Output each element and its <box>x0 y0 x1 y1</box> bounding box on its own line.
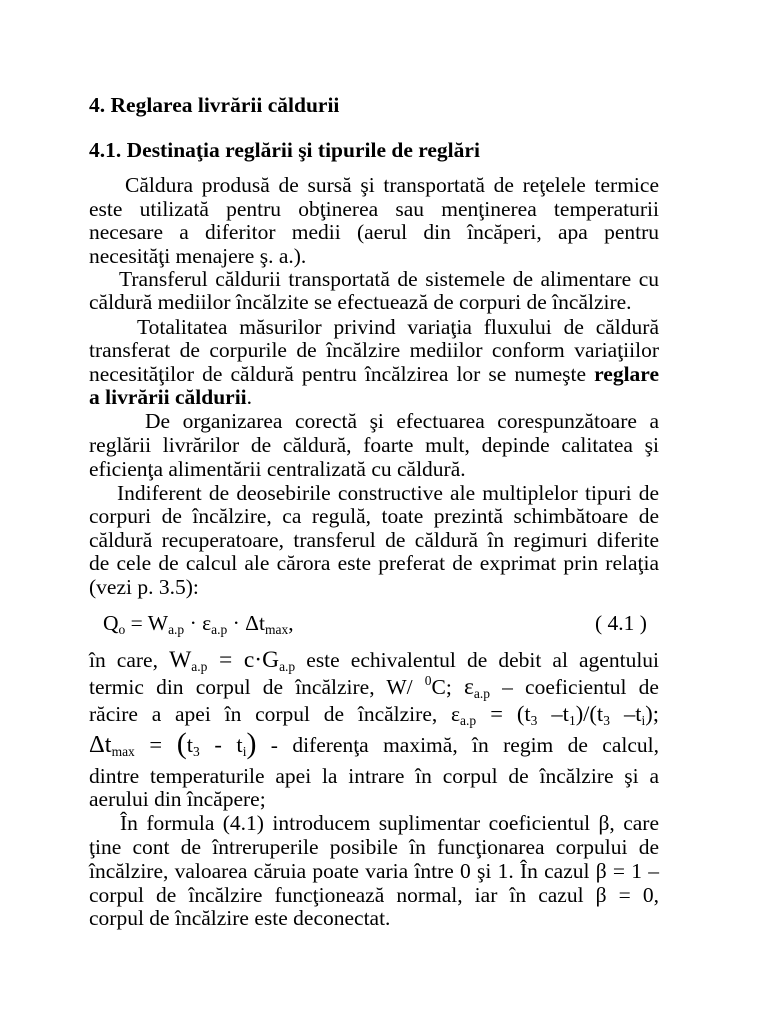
formula-superscript: 0 <box>424 673 432 688</box>
equation-subscript: max <box>264 622 289 637</box>
formula-symbol: ); <box>645 701 659 726</box>
text-segment: răcire a apei în corpul de încălzire, ε <box>89 702 461 726</box>
formula-subscript: i <box>242 744 247 759</box>
equation-symbol: Q <box>103 611 119 635</box>
text-segment: . <box>246 385 253 409</box>
text-line: necesare a diferitor medii (aerul din încăperi, apa pentru <box>89 220 659 244</box>
formula-subscript: max <box>111 744 135 759</box>
section-heading: 4. Reglarea livrării căldurii <box>89 93 340 117</box>
text-line <box>89 702 659 726</box>
text-line: transferat de corpurile de încălzire mediilor conform variaţiilor <box>89 338 659 362</box>
formula-subscript: 3 <box>192 744 200 759</box>
text-line: reglării livrărilor de căldură, foarte mult, depinde calitatea şi <box>89 433 659 457</box>
text-line <box>89 362 659 386</box>
text-line: Transferul căldurii transportată de sistemele de alimentare cu <box>119 267 659 291</box>
text-segment: C; <box>431 675 464 699</box>
equation-subscript: a.p <box>211 622 228 637</box>
equation-symbol: = W <box>125 611 169 635</box>
text-line: Indiferent de deosebirile constructive ale multiplelor tipuri de <box>117 481 659 505</box>
formula-subscript: a.p <box>460 713 477 728</box>
formula-symbol: Δt <box>89 731 112 758</box>
equation-symbol: · Δt <box>227 611 265 635</box>
text-line: aerului din încăpere; <box>89 787 266 811</box>
text-line <box>89 727 659 760</box>
text-line: (vezi p. 3.5): <box>89 575 199 599</box>
formula-symbol: = (t <box>476 701 531 726</box>
formula-symbol: )/(t <box>575 701 604 726</box>
text-line: este utilizată pentru obţinerea sau menţinerea temperaturii <box>89 197 659 221</box>
formula-symbol: = <box>134 732 177 757</box>
text-line: corpul de încălzire funcţionează normal, iar în cazul β = 0, <box>89 883 659 907</box>
text-segment: în care, <box>89 648 170 672</box>
text-line <box>89 675 659 699</box>
formula-subscript: a.p <box>473 686 490 701</box>
text-line: corpul de încălzire este deconectat. <box>89 906 391 930</box>
formula-symbol: ε <box>464 674 474 700</box>
formula-symbol: t <box>186 732 193 757</box>
text-segment: - diferenţa maximă, în regim de calcul, <box>256 733 659 757</box>
formula-subscript: a.p <box>191 659 208 674</box>
text-segment: – coeficientul de <box>490 675 659 699</box>
text-line: încălzire, valoarea căruia poate varia între 0 şi 1. În cazul β = 1 – <box>89 859 659 883</box>
text-line <box>89 385 659 409</box>
formula-parenthesis: ) <box>246 727 257 760</box>
text-line: necesităţi menajere ş. a.). <box>89 244 307 268</box>
equation-subscript: a.p <box>168 622 185 637</box>
equation-symbol: , <box>288 611 294 635</box>
text-line: eficienţa alimentării centralizată cu căldură. <box>89 457 466 481</box>
text-segment: termic din corpul de încălzire, W/ <box>89 675 425 699</box>
bold-term: a livrării căldurii <box>89 385 247 409</box>
bold-term: reglare <box>594 362 659 386</box>
text-line: căldură recuperatoare, transferul de căldură în regimuri diferite <box>89 528 659 552</box>
formula-subscript: 3 <box>603 713 610 728</box>
formula-symbol: - t <box>199 732 243 757</box>
text-segment: este echivalentul de debit al agentului <box>295 648 660 672</box>
formula-subscript: 1 <box>568 713 576 728</box>
text-segment: necesităţilor de căldură pentru încălzirea lor se numeşte <box>89 362 595 386</box>
text-line: dintre temperaturile apei la intrare în corpul de încălzire şi a <box>89 764 659 788</box>
formula-symbol: = c·G <box>207 647 280 673</box>
formula-subscript: i <box>641 713 646 728</box>
equation-symbol: · ε <box>184 611 212 635</box>
equation-number: ( 4.1 ) <box>595 611 647 635</box>
formula-symbol: W <box>169 647 192 673</box>
text-line: Căldura produsă de sursă şi transportată de reţelele termice <box>125 173 659 197</box>
formula-symbol: –t <box>609 701 642 726</box>
text-line <box>89 648 659 672</box>
formula-symbol: –t <box>537 701 569 726</box>
equation-subscript: o <box>118 622 126 637</box>
text-line: căldură mediilor încălzite se efectuează de corpuri de încălzire. <box>89 290 632 314</box>
text-line: ţine cont de întreruperile posibile în funcţionarea corpului de <box>89 835 659 859</box>
text-line: Totalitatea măsurilor privind variaţia fluxului de căldură <box>137 315 659 339</box>
formula-subscript: a.p <box>279 659 296 674</box>
text-line: corpuri de încălzire, ca regulă, toate prezintă schimbătoare de <box>89 504 659 528</box>
text-line: de cele de calcul ale cărora este preferat de exprimat prin relaţia <box>89 551 659 575</box>
formula-subscript: 3 <box>530 713 538 728</box>
subsection-heading: 4.1. Destinaţia reglării şi tipurile de reglări <box>89 138 480 162</box>
text-line: În formula (4.1) introducem suplimentar coeficientul β, care <box>120 811 659 835</box>
formula-parenthesis: ( <box>176 727 187 760</box>
text-line: De organizarea corectă şi efectuarea corespunzătoare a <box>145 409 659 433</box>
equation-formula <box>89 611 569 635</box>
